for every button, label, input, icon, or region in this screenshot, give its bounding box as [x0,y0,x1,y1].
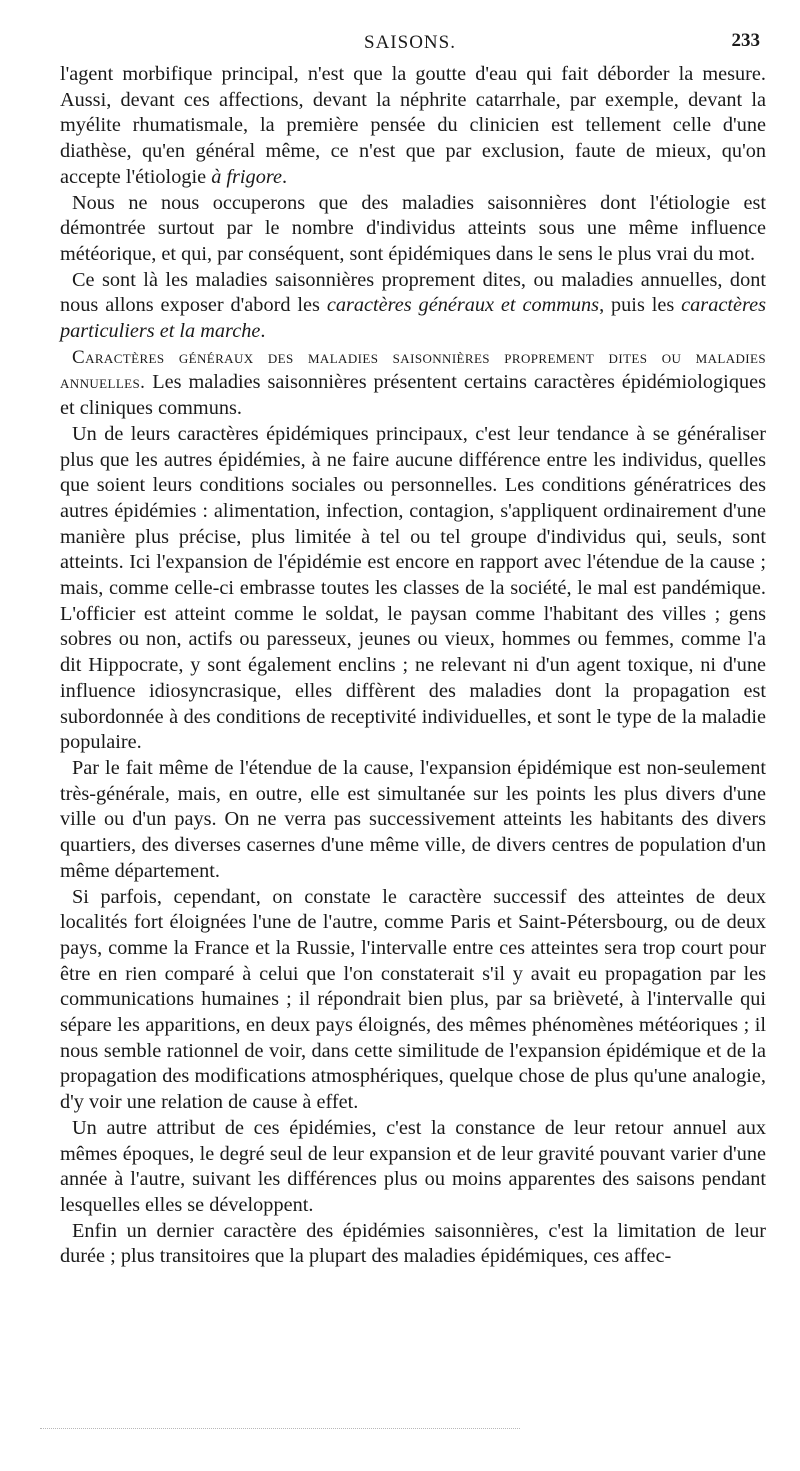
paragraph-7: Si parfois, cependant, on constate le caractère successif des atteintes de deux localités fort éloignées l'une de l'autre, comme Paris et Saint-Pétersbourg, ou de deux pays, comme la France et la Russie, l'intervalle entre ces atteintes sera trop court pour être en rien comparé à celui que l'on constaterait s'il y avait eu propagation par les communications humaines ; il répondrait bien plus, par sa brièveté, à l'intervalle qui sépare les apparitions, en deux pays éloignés, des mêmes phénomènes météoriques ; il nous semble rationnel de voir, dans cette similitude de l'expansion épidémique et de la propagation des modifications atmosphériques, quelque chose de plus qu'une analogie, d'y voir une relation de cause à effet. [60,885,766,1114]
page-number: 233 [731,30,760,51]
paragraph-2: Nous ne nous occuperons que des maladies saisonnières dont l'étiologie est démontrée surtout par le nombre d'individus atteints sous une même influence météorique, et qui, par conséquent, sont épidémiques dans le sens le plus vrai du mot. [60,191,766,265]
paragraph-3-italic-1: caractères généraux et communs [326,294,600,317]
running-title: SAISONS. [364,32,456,53]
paragraph-5: Un de leurs caractères épidémiques principaux, c'est leur tendance à se généraliser plus que les autres épidémies, à ne faire aucune différence entre les individus, quelles que soient leurs conditions sociales ou personnelles. Les conditions génératrices des autres épidémies : alimentation, infection, contagion, s'appliquent ordinairement d'une manière plus précise, plus limitée à tel ou tel groupe d'individus qui, seuls, sont atteints. Ici l'expansion de l'épidémie est encore en rapport avec l'étendue de la cause ; mais, comme celle-ci embrasse toutes les classes de la société, le mal est pandémique. L'officier est atteint comme le soldat, le paysan comme l'habitant des villes ; gens sobres ou non, actifs ou paresseux, jeunes ou vieux, hommes ou femmes, comme l'a dit Hippocrate, y sont également enclins ; ne relevant ni d'un agent toxique, ni d'une influence idiosyncrasique, elles diffèrent des maladies dont la propagation est subordonnée à des conditions de receptivité individuelles, et sont le type de la maladie populaire. [60,422,766,754]
section-heading: Caractères généraux des maladies saisonnières proprement dites ou maladies annuelles. [60,346,766,394]
body-text [60,62,766,1270]
paragraph-8: Un autre attribut de ces épidémies, c'est la constance de leur retour annuel aux mêmes époques, le degré seul de leur expansion et de leur gravité pouvant varier d'une année à l'autre, suivant les différences plus ou moins apparentes des saisons pendant lesquelles elles se développent. [60,1116,766,1216]
paragraph-3 [60,268,766,345]
paragraph-4-text: Les maladies saisonnières présentent certains caractères épidémiologiques et cliniques communs. [60,371,766,420]
paragraph-3-end: . [260,320,266,343]
paragraph-4 [60,345,766,422]
paragraph-9: Enfin un dernier caractère des épidémies saisonnières, c'est la limitation de leur durée ; plus transitoires que la plupart des maladies épidémiques, ces affec- [60,1219,766,1268]
paragraph-1 [60,62,766,191]
paragraph-6: Par le fait même de l'étendue de la cause, l'expansion épidémique est non-seulement très-générale, mais, en outre, elle est simultanée sur les points les plus divers d'une ville ou d'un pays. On ne verra pas successivement atteints les habitants des divers quartiers, des diverses casernes d'une même ville, de divers centres de population d'un même département. [60,756,766,882]
paragraph-1-text: l'agent morbifique principal, n'est que la goutte d'eau qui fait déborder la mesure. Aussi, devant ces affections, devant la néphrite catarrhale, par exemple, devant la myélite rhumatismale, la première pensée du clinicien est tellement celle d'une diathèse, qu'en général même, ce n'est que par exclusion, faute de mieux, qu'on accepte l'étiologie [60,63,766,188]
paragraph-1-italic: à frigore [211,165,282,188]
running-head [60,30,760,60]
paragraph-3-text-b: , puis les [599,294,682,317]
paragraph-3-italic-2: caractères particuliers et la marche [60,294,767,343]
paragraph-3-text-a: Ce sont là les maladies saisonnières proprement dites, ou maladies annuelles, dont nous allons exposer d'abord les [60,268,766,317]
footer-rule [40,1428,520,1429]
paragraph-1-end: . [281,165,288,188]
